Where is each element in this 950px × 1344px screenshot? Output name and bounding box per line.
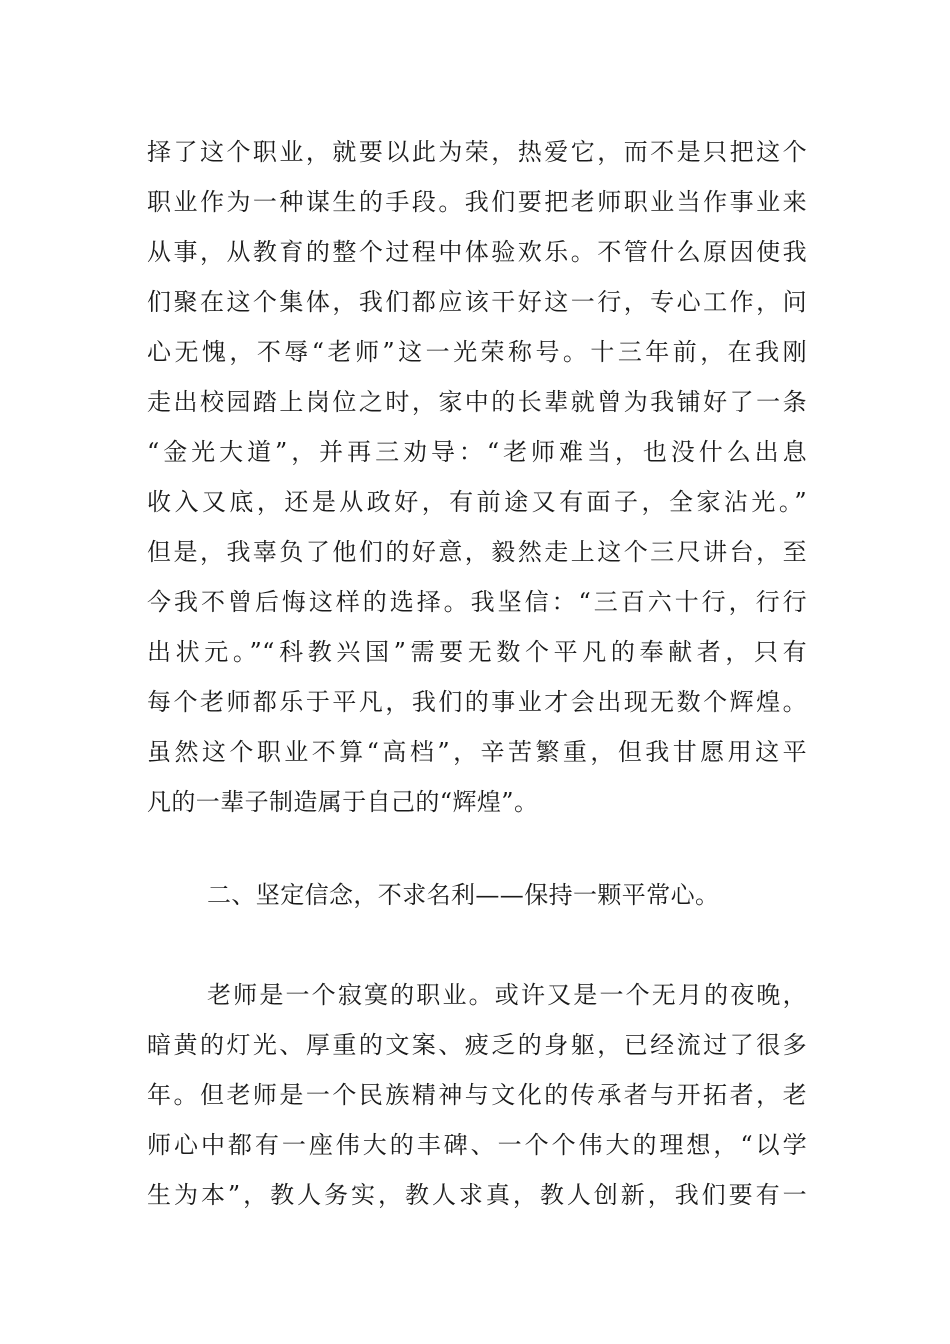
- paragraph-line: 走出校园踏上岗位之时，家中的长辈就曾为我铺好了一条: [147, 388, 807, 416]
- paragraph-line: 暗黄的灯光、厚重的文案、疲乏的身躯，已经流过了很多: [147, 1031, 807, 1059]
- paragraph-line: 收入又底，还是从政好，有前途又有面子，全家沾光。”: [147, 488, 807, 516]
- paragraph-line: 心无愧，不辱“老师”这一光荣称号。十三年前，在我刚: [147, 338, 807, 366]
- paragraph-line: 职业作为一种谋生的手段。我们要把老师职业当作事业来: [147, 188, 807, 216]
- paragraph-teacher-loneliness: [147, 970, 807, 1220]
- paragraph-line: 们聚在这个集体，我们都应该干好这一行，专心工作，问: [147, 288, 807, 316]
- paragraph-line: 择了这个职业，就要以此为荣，热爱它，而不是只把这个: [147, 138, 807, 166]
- paragraph-line: 虽然这个职业不算“高档”，辛苦繁重，但我甘愿用这平: [147, 738, 807, 766]
- section-heading-text: 二、坚定信念，不求名利——保持一颗平常心。: [207, 881, 720, 909]
- section-heading: [147, 870, 807, 920]
- paragraph-line: 老师是一个寂寞的职业。或许又是一个无月的夜晚，: [207, 981, 807, 1009]
- paragraph-line: 出状元。”“科教兴国”需要无数个平凡的奉献者，只有: [147, 638, 807, 666]
- paragraph-line: 今我不曾后悔这样的选择。我坚信：“三百六十行，行行: [147, 588, 807, 616]
- paragraph-line: 每个老师都乐于平凡，我们的事业才会出现无数个辉煌。: [147, 688, 807, 716]
- paragraph-line: 但是，我辜负了他们的好意，毅然走上这个三尺讲台，至: [147, 538, 807, 566]
- paragraph-career-choice: [147, 127, 807, 827]
- paragraph-line: “金光大道”，并再三劝导：“老师难当，也没什么出息: [147, 438, 807, 466]
- paragraph-line: 师心中都有一座伟大的丰碑、一个个伟大的理想，“以学: [147, 1131, 807, 1159]
- paragraph-line: 凡的一辈子制造属于自己的“辉煌”。: [147, 788, 539, 816]
- paragraph-line: 从事，从教育的整个过程中体验欢乐。不管什么原因使我: [147, 238, 807, 266]
- paragraph-line: 生为本”，教人务实，教人求真，教人创新，我们要有一: [147, 1181, 807, 1209]
- paragraph-line: 年。但老师是一个民族精神与文化的传承者与开拓者，老: [147, 1081, 807, 1109]
